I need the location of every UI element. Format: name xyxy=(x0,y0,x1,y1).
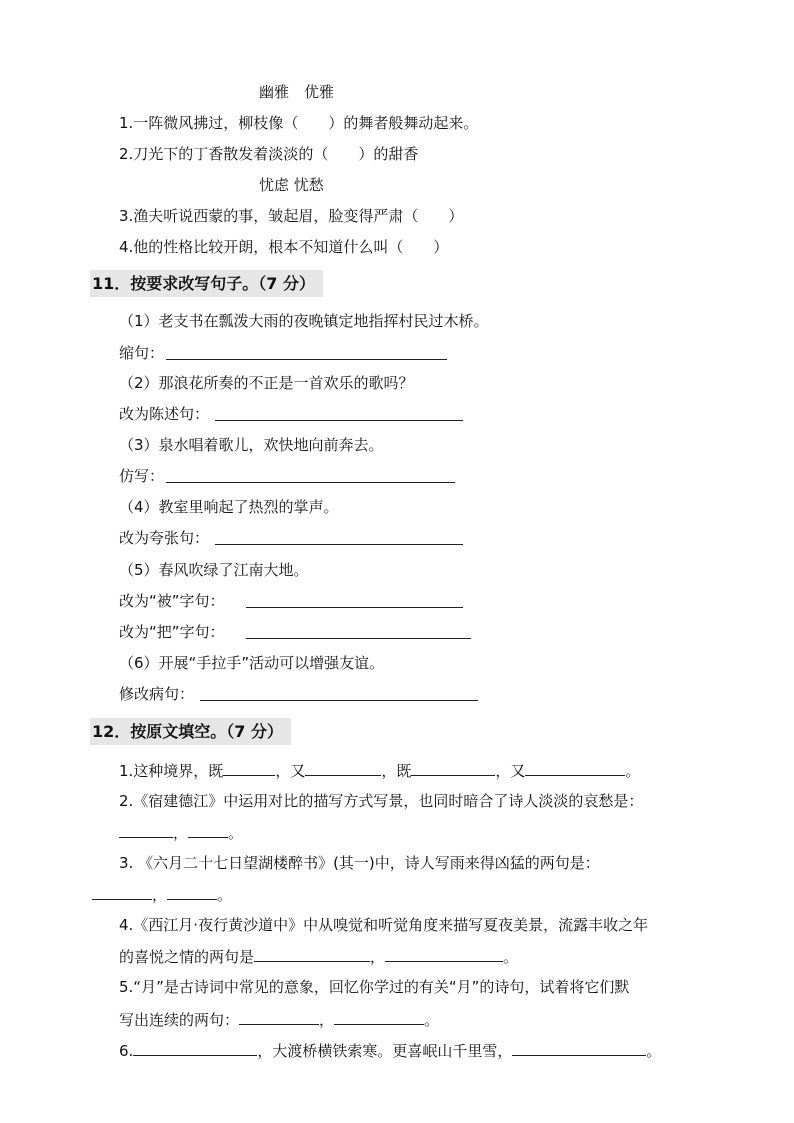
s11-prompt-6: （6）开展“手拉手”活动可以增强友谊。 xyxy=(119,654,385,672)
s11-label-1: 缩句： xyxy=(119,344,165,362)
s11-answer-line-3[interactable] xyxy=(166,482,455,483)
s12-q3-blank-1[interactable] xyxy=(92,884,152,900)
s12-q1-blank-4[interactable] xyxy=(525,760,625,776)
s11-answer-line-5[interactable] xyxy=(246,607,463,608)
s11-prompt-3: （3）泉水唱着歌儿，欢快地向前奔去。 xyxy=(119,436,384,454)
s12-q6-text-a: 6. xyxy=(119,1042,134,1060)
s12-q2-end: 。 xyxy=(228,824,244,842)
s12-q3-sep: ， xyxy=(152,886,168,904)
s11-prompt-1: （1）老支书在瓢泼大雨的夜晚镇定地指挥村民过木桥。 xyxy=(119,312,489,330)
s11-answer-line-4[interactable] xyxy=(215,544,463,545)
s12-q4-blank-1[interactable] xyxy=(254,946,370,962)
s11-label-7: 修改病句： xyxy=(119,685,195,703)
s12-q6-blank-1[interactable] xyxy=(133,1040,257,1056)
s12-q3-end: 。 xyxy=(217,886,233,904)
s12-q2-blank-2[interactable] xyxy=(188,822,228,838)
s12-q5-text: 写出连续的两句： xyxy=(119,1011,240,1029)
s12-q4-line-2 xyxy=(119,946,518,967)
s12-q4-end: 。 xyxy=(503,948,519,966)
s11-answer-line-1[interactable] xyxy=(166,359,447,360)
s12-q1-blank-1[interactable] xyxy=(223,760,275,776)
s12-q1-text-d: ，又 xyxy=(495,762,526,780)
s12-q4-line-1: 4.《西江月·夜行黄沙道中》中从嗅觉和听觉角度来描写夏夜美景，流露丰收之年 xyxy=(119,916,649,934)
s12-q5-line-2 xyxy=(119,1009,439,1030)
word-pair-1: 幽雅 优雅 xyxy=(259,83,335,101)
s12-q2-sep: ， xyxy=(173,824,189,842)
s11-answer-line-7[interactable] xyxy=(200,700,478,701)
s12-q3-line-1: 3. 《六月二十七日望湖楼醉书》(其一)中，诗人写雨来得凶猛的两句是： xyxy=(119,854,600,872)
s11-label-6: 改为“把”字句： xyxy=(119,623,225,641)
s12-q2-line-1: 2.《宿建德江》中运用对比的描写方式写景，也同时暗合了诗人淡淡的哀愁是： xyxy=(119,792,644,810)
q10-line-4: 4.他的性格比较开朗，根本不知道什么叫（ ） xyxy=(119,238,449,256)
s12-q1-blank-2[interactable] xyxy=(305,760,381,776)
s11-label-4: 改为夸张句： xyxy=(119,529,210,547)
s12-q2-line-2 xyxy=(119,822,243,843)
s11-prompt-2: （2）那浪花所奏的不正是一首欢乐的歌吗？ xyxy=(119,374,414,392)
s12-q5-blank-2[interactable] xyxy=(334,1009,424,1025)
s12-q5-line-1: 5.“月”是古诗词中常见的意象，回忆你学过的有关“月”的诗句，试着将它们默 xyxy=(119,978,630,996)
s12-q2-blank-1[interactable] xyxy=(119,822,173,838)
s11-answer-line-6[interactable] xyxy=(246,638,471,639)
s11-prompt-4: （4）教室里响起了热烈的掌声。 xyxy=(119,498,339,516)
s12-q6-text-b: ，大渡桥横铁索寒。更喜岷山千里雪， xyxy=(257,1042,513,1060)
s12-q4-text: 的喜悦之情的两句是 xyxy=(119,948,255,966)
s12-q4-blank-2[interactable] xyxy=(385,946,503,962)
s12-q1-blank-3[interactable] xyxy=(411,760,495,776)
s11-prompt-5: （5）春风吹绿了江南大地。 xyxy=(119,561,309,579)
s12-q1-text-e: 。 xyxy=(625,762,641,780)
s12-q5-end: 。 xyxy=(424,1011,440,1029)
s12-q1-text-b: ，又 xyxy=(275,762,306,780)
s12-q6-text-c: 。 xyxy=(646,1042,662,1060)
section-11-title: 11．按要求改写句子。（7 分） xyxy=(90,270,323,297)
s11-label-5: 改为“被”字句： xyxy=(119,592,225,610)
s12-q6-blank-2[interactable] xyxy=(512,1040,646,1056)
s12-q3-blank-2[interactable] xyxy=(167,884,217,900)
section-12-title: 12．按原文填空。（7 分） xyxy=(90,718,291,745)
s12-q1-text-c: ，既 xyxy=(381,762,412,780)
s12-q5-blank-1[interactable] xyxy=(239,1009,319,1025)
s12-q3-line-2 xyxy=(92,884,232,905)
q10-line-2: 2.刀光下的丁香散发着淡淡的（ ）的甜香 xyxy=(119,145,419,163)
s11-label-3: 仿写： xyxy=(119,467,165,485)
s12-q6-line xyxy=(119,1040,661,1061)
q10-line-1: 1.一阵微风拂过，柳枝像（ ）的舞者般舞动起来。 xyxy=(119,114,479,132)
s12-q4-sep: ， xyxy=(370,948,386,966)
word-pair-2: 忧虑 忧愁 xyxy=(259,176,324,194)
s12-q5-sep: ， xyxy=(319,1011,335,1029)
s12-q1-text-a: 1.这种境界，既 xyxy=(119,762,224,780)
s12-q1-line xyxy=(119,760,640,781)
s11-label-2: 改为陈述句： xyxy=(119,405,210,423)
s11-answer-line-2[interactable] xyxy=(215,420,463,421)
q10-line-3: 3.渔夫听说西蒙的事，皱起眉，脸变得严肃（ ） xyxy=(119,207,464,225)
